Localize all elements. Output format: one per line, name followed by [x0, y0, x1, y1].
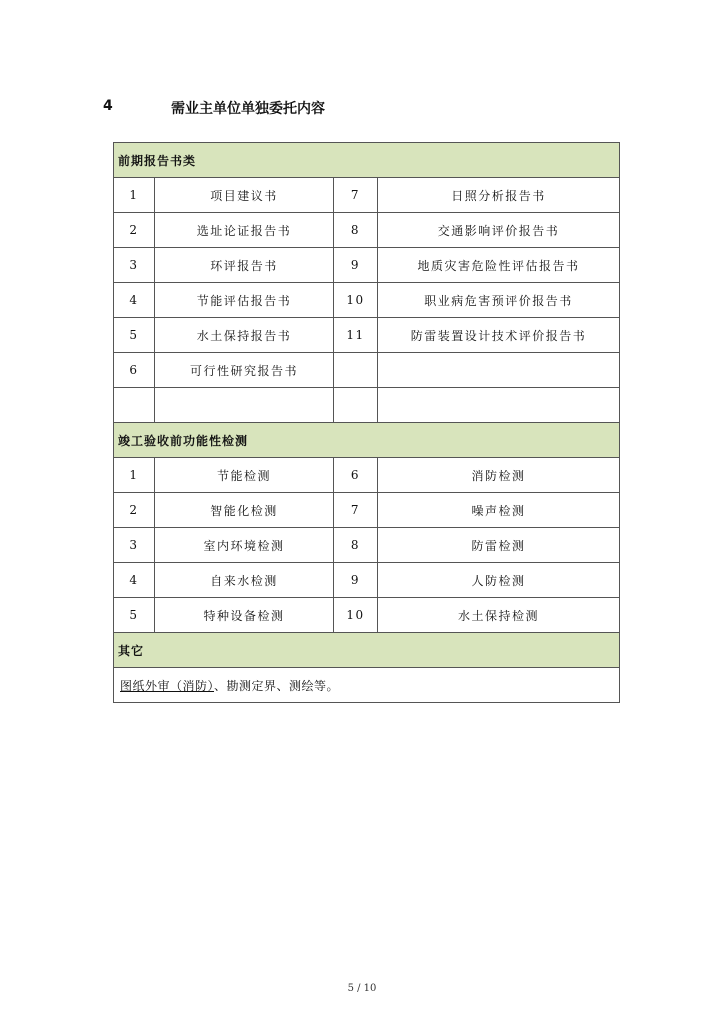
table-row — [114, 213, 620, 248]
cell-item: 水土保持检测 — [378, 598, 620, 633]
cell-item: 日照分析报告书 — [378, 178, 620, 213]
cell-num: 8 — [334, 528, 378, 563]
cell-item: 特种设备检测 — [155, 598, 334, 633]
cell-num: 7 — [334, 178, 378, 213]
cell-num: 2 — [114, 213, 155, 248]
table-row — [114, 668, 620, 703]
group-header-row — [114, 633, 620, 668]
cell-item: 防雷装置设计技术评价报告书 — [378, 318, 620, 353]
cell-num: 1 — [114, 458, 155, 493]
cell-num: 9 — [334, 248, 378, 283]
cell-num: 8 — [334, 213, 378, 248]
cell-num: 1 — [114, 178, 155, 213]
other-items-cell — [114, 668, 620, 703]
cell-item: 消防检测 — [378, 458, 620, 493]
cell-num: 5 — [114, 598, 155, 633]
table-row — [114, 493, 620, 528]
cell-item: 可行性研究报告书 — [155, 353, 334, 388]
cell-item: 节能评估报告书 — [155, 283, 334, 318]
cell-item — [378, 353, 620, 388]
cell-item: 室内环境检测 — [155, 528, 334, 563]
cell-num: 9 — [334, 563, 378, 598]
cell-num — [114, 388, 155, 423]
group-title-other: 其它 — [114, 633, 620, 668]
underlined-text: 图纸外审（消防） — [120, 678, 215, 693]
cell-num: 10 — [334, 598, 378, 633]
table-row-empty — [114, 388, 620, 423]
page-number: 5 / 10 — [347, 983, 377, 994]
cell-item: 环评报告书 — [155, 248, 334, 283]
cell-num: 6 — [334, 458, 378, 493]
table-row — [114, 458, 620, 493]
table-row — [114, 563, 620, 598]
cell-num: 3 — [114, 528, 155, 563]
commission-table — [113, 142, 620, 703]
table-row — [114, 353, 620, 388]
table-row — [114, 318, 620, 353]
cell-item: 水土保持报告书 — [155, 318, 334, 353]
section-title: 需业主单位单独委托内容 — [171, 101, 325, 117]
table-row — [114, 598, 620, 633]
cell-item: 人防检测 — [378, 563, 620, 598]
cell-num: 10 — [334, 283, 378, 318]
cell-item: 选址论证报告书 — [155, 213, 334, 248]
cell-item — [378, 388, 620, 423]
table-row — [114, 283, 620, 318]
cell-item: 防雷检测 — [378, 528, 620, 563]
cell-item: 地质灾害危险性评估报告书 — [378, 248, 620, 283]
cell-item: 交通影响评价报告书 — [378, 213, 620, 248]
cell-num: 2 — [114, 493, 155, 528]
group-header-row — [114, 423, 620, 458]
table-row — [114, 528, 620, 563]
cell-num: 5 — [114, 318, 155, 353]
other-text: 、勘测定界、测绘等。 — [214, 678, 340, 693]
cell-item: 职业病危害预评价报告书 — [378, 283, 620, 318]
group-title-inspections: 竣工验收前功能性检测 — [114, 423, 620, 458]
cell-num — [334, 388, 378, 423]
cell-item: 智能化检测 — [155, 493, 334, 528]
cell-item — [155, 388, 334, 423]
cell-num: 4 — [114, 283, 155, 318]
section-number: 4 — [103, 98, 113, 114]
cell-item: 自来水检测 — [155, 563, 334, 598]
cell-item: 噪声检测 — [378, 493, 620, 528]
cell-num: 7 — [334, 493, 378, 528]
cell-item: 项目建议书 — [155, 178, 334, 213]
section-heading — [103, 98, 503, 118]
group-title-prereports: 前期报告书类 — [114, 143, 620, 178]
table-row — [114, 178, 620, 213]
cell-num: 4 — [114, 563, 155, 598]
group-header-row — [114, 143, 620, 178]
cell-num: 3 — [114, 248, 155, 283]
cell-num: 6 — [114, 353, 155, 388]
table-row — [114, 248, 620, 283]
cell-item: 节能检测 — [155, 458, 334, 493]
cell-num: 11 — [334, 318, 378, 353]
cell-num — [334, 353, 378, 388]
